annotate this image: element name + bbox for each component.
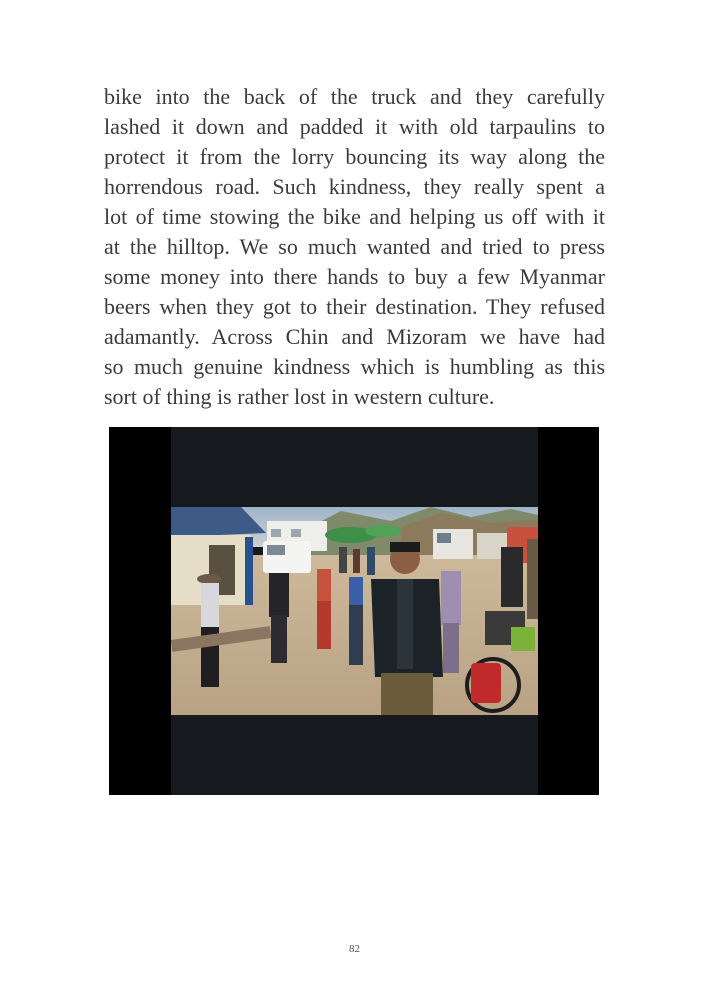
text-line: at the hilltop. We so much wanted and tried to press <box>104 234 605 259</box>
photo-illustration <box>171 507 538 715</box>
text-line: protect it from the lorry bouncing its way along the <box>104 144 605 169</box>
photo-screen <box>171 427 538 795</box>
text-line: bike into the back of the truck and they carefully <box>104 84 605 109</box>
text-line: sort of thing is rather lost in western culture. <box>104 384 495 409</box>
market-street-photo <box>171 507 538 715</box>
text-line: some money into there hands to buy a few Myanmar <box>104 264 605 289</box>
page-number: 82 <box>349 943 360 955</box>
text-line: horrendous road. Such kindness, they really spent a <box>104 174 605 199</box>
text-line: lashed it down and padded it with old tarpaulins to <box>104 114 605 139</box>
text-line: adamantly. Across Chin and Mizoram we have had <box>104 324 605 349</box>
photo-frame <box>109 427 599 795</box>
body-paragraph <box>104 82 605 412</box>
text-line: so much genuine kindness which is humbling as this <box>104 354 605 379</box>
text-line: lot of time stowing the bike and helping us off with it <box>104 204 605 229</box>
text-line: beers when they got to their destination. They refused <box>104 294 605 319</box>
